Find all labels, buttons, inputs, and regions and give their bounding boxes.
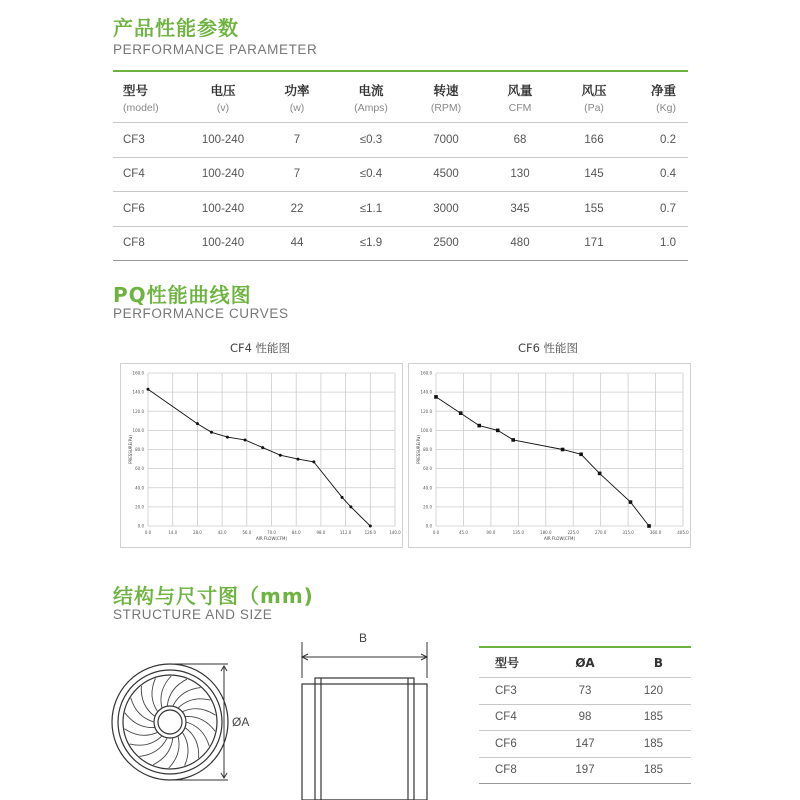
data-point [312,460,315,463]
data-point [511,438,515,442]
header-label-unit: (Kg) [656,101,676,114]
x-tick-label: 360.0 [649,530,662,535]
table-cell: 185 [621,731,691,758]
table-row [479,678,691,705]
x-tick-label: 0.0 [432,530,440,535]
header-label-unit: CFM [508,101,532,114]
data-point [147,388,150,391]
y-tick-label: 120.0 [420,408,432,414]
y-tick-label: 160.0 [132,370,144,376]
fan-front-view-drawing [100,660,250,800]
y-tick-label: 80.0 [423,447,432,452]
performance-header-row [113,71,688,123]
header-label-cn: 风压 [581,82,607,98]
performance-header-cell [333,71,409,123]
y-tick-label: 20.0 [423,504,432,510]
data-point [369,525,372,528]
table-cell: ≤0.3 [333,123,409,158]
table-cell: 155 [557,192,631,227]
x-tick-label: 56.0 [242,530,252,535]
y-axis-label: PRESSURE(Pa) [416,435,421,464]
fan-side-view-drawing [290,640,440,800]
performance-title: 产品性能参数 [113,16,239,40]
table-cell: 3000 [409,192,483,227]
fan-blade [186,722,209,746]
y-tick-label: 120.0 [132,408,144,414]
data-point [261,446,264,449]
y-tick-label: 60.0 [135,466,144,472]
x-tick-label: 315.0 [622,530,634,535]
table-cell: 197 [549,757,621,784]
data-point [579,452,583,456]
x-tick-label: 98.0 [316,530,326,535]
y-tick-label: 40.0 [135,485,144,491]
data-point [647,524,651,528]
curves-subtitle: PERFORMANCE CURVES [113,306,289,321]
header-label-unit: (Pa) [584,101,604,114]
table-cell: 98 [549,704,621,731]
chart-cf6-svg [408,363,691,548]
table-cell: CF4 [479,704,549,731]
data-point [244,438,247,441]
x-tick-label: 14.0 [168,530,178,535]
performance-header-cell [261,71,333,123]
x-tick-label: 126.0 [364,530,377,535]
x-tick-label: 112.0 [339,530,352,535]
y-tick-label: 100.0 [420,427,432,433]
table-cell: 100-240 [185,192,261,227]
table-cell: 147 [549,731,621,758]
header-label-cn: 转速 [433,82,459,98]
y-tick-label: 20.0 [135,504,144,510]
table-cell: 171 [557,226,631,261]
data-point [561,448,565,452]
table-cell: 130 [483,157,557,192]
data-point [349,505,352,508]
performance-header-cell [113,71,185,123]
table-cell: 345 [483,192,557,227]
performance-header-cell [185,71,261,123]
chart-frame [121,364,403,548]
x-tick-label: 135.0 [512,530,525,535]
table-cell: 145 [557,157,631,192]
table-cell: 68 [483,123,557,158]
table-cell: 4500 [409,157,483,192]
table-cell: 44 [261,226,333,261]
y-tick-label: 100.0 [132,427,144,433]
table-row [113,226,688,261]
fan-blade [173,688,201,707]
performance-subtitle: PERFORMANCE PARAMETER [113,42,318,57]
x-tick-label: 90.0 [486,530,496,535]
structure-subtitle: STRUCTURE AND SIZE [113,607,273,622]
fan-blade [182,732,188,765]
y-tick-label: 80.0 [135,447,144,452]
header-label-unit: (model) [123,101,159,114]
table-row [479,731,691,758]
header-label-cn: 功率 [284,82,310,98]
fan-blade [140,738,168,757]
size-header-cell: 型号 [479,647,549,678]
chart-cf4-svg [120,363,403,548]
table-cell: 100-240 [185,157,261,192]
table-cell: CF4 [113,157,185,192]
data-point [496,429,500,433]
x-axis-label: AIR FLOW(CFM) [255,536,288,541]
data-point [226,436,229,439]
chart-title-cf6: CF6 性能图 [517,341,579,355]
size-header-cell: ØA [549,647,621,678]
x-tick-label: 140.0 [389,530,401,535]
fan-blade [169,736,179,768]
data-point [296,458,299,461]
performance-header-cell [409,71,483,123]
structure-title: 结构与尺寸图（mm) [113,584,314,608]
table-cell: 73 [549,678,621,705]
table-cell: CF6 [479,731,549,758]
table-cell: ≤1.1 [333,192,409,227]
header-label-unit: (RPM) [430,101,462,114]
table-cell: 2500 [409,226,483,261]
header-label-cn: 电流 [358,82,384,98]
fan-blade [152,678,158,711]
table-cell: CF3 [479,678,549,705]
table-cell: 120 [621,678,691,705]
x-axis-label: AIR FLOW(CFM) [543,536,576,541]
table-cell: ≤0.4 [333,157,409,192]
header-label-unit: (w) [289,101,305,114]
y-tick-label: 140.0 [420,389,432,395]
fan-blade [161,676,171,708]
table-cell: CF8 [479,757,549,784]
y-axis-label: PRESSURE(Pa) [128,435,133,464]
data-point [434,395,438,399]
table-cell: 7 [261,123,333,158]
fan-blade [178,699,210,708]
data-point [341,496,344,499]
table-cell: 0.4 [631,157,688,192]
data-point [629,500,633,504]
table-cell: 7 [261,157,333,192]
x-tick-label: 70.0 [267,530,276,535]
table-cell: 7000 [409,123,483,158]
table-cell: 185 [621,704,691,731]
header-label-cn: 风量 [507,82,533,98]
dimension-label-b: B [359,631,368,645]
fan-blade [125,729,158,735]
dimension-label-a: ØA [232,715,250,729]
performance-header-cell [483,71,557,123]
fan-blade [125,713,155,728]
header-label-cn: 电压 [210,82,236,98]
x-tick-label: 84.0 [291,530,301,535]
size-table [479,646,691,784]
table-cell: 480 [483,226,557,261]
fan-blade [185,716,215,731]
data-point [210,431,213,434]
table-cell: 1.0 [631,226,688,261]
x-tick-label: 28.0 [192,530,202,535]
table-row [113,157,688,192]
header-label-cn: 型号 [123,82,149,98]
y-tick-label: 0.0 [425,523,432,529]
chart-frame [409,364,691,548]
x-tick-label: 45.0 [458,530,468,535]
curves-title: PQ性能曲线图 [113,283,252,307]
performance-header-cell [631,71,688,123]
table-cell: 100-240 [185,123,261,158]
chart-cf6 [408,363,691,548]
table-row [479,704,691,731]
table-cell: 185 [621,757,691,784]
performance-header-cell [557,71,631,123]
chart-title-cf4: CF4 性能图 [229,341,291,355]
data-point [196,422,199,425]
table-cell: 22 [261,192,333,227]
y-tick-label: 140.0 [132,389,144,395]
x-tick-label: 405.0 [677,530,689,535]
data-point [459,411,463,415]
data-point [279,454,282,457]
table-cell: CF3 [113,123,185,158]
y-tick-label: 0.0 [137,523,144,529]
table-cell: CF8 [113,226,185,261]
x-tick-label: 0.0 [144,530,152,535]
size-header-row [479,647,691,678]
table-cell: 0.7 [631,192,688,227]
table-cell: ≤1.9 [333,226,409,261]
header-label-cn: 净重 [650,82,676,98]
x-tick-label: 180.0 [540,530,552,535]
fan-blade [130,736,162,745]
table-cell: 0.2 [631,123,688,158]
table-cell: CF6 [113,192,185,227]
y-tick-label: 60.0 [423,466,432,472]
header-label-unit: (v) [216,101,230,114]
data-point [477,424,481,428]
chart-cf4 [120,363,403,548]
y-tick-label: 40.0 [423,485,432,491]
table-row [113,123,688,158]
table-row [479,757,691,784]
size-table-body [479,678,691,784]
performance-table [113,70,688,261]
data-point [598,472,602,476]
header-label-unit: (Amps) [354,101,388,114]
size-header-cell: B [621,647,691,678]
x-tick-label: 270.0 [594,530,607,535]
table-cell: 166 [557,123,631,158]
table-cell: 100-240 [185,226,261,261]
fan-blade [131,698,154,722]
fan-blade [182,709,215,715]
x-tick-label: 225.0 [567,530,579,535]
performance-table-body [113,123,688,261]
y-tick-label: 160.0 [420,370,432,376]
table-row [113,192,688,227]
x-tick-label: 42.0 [217,530,227,535]
